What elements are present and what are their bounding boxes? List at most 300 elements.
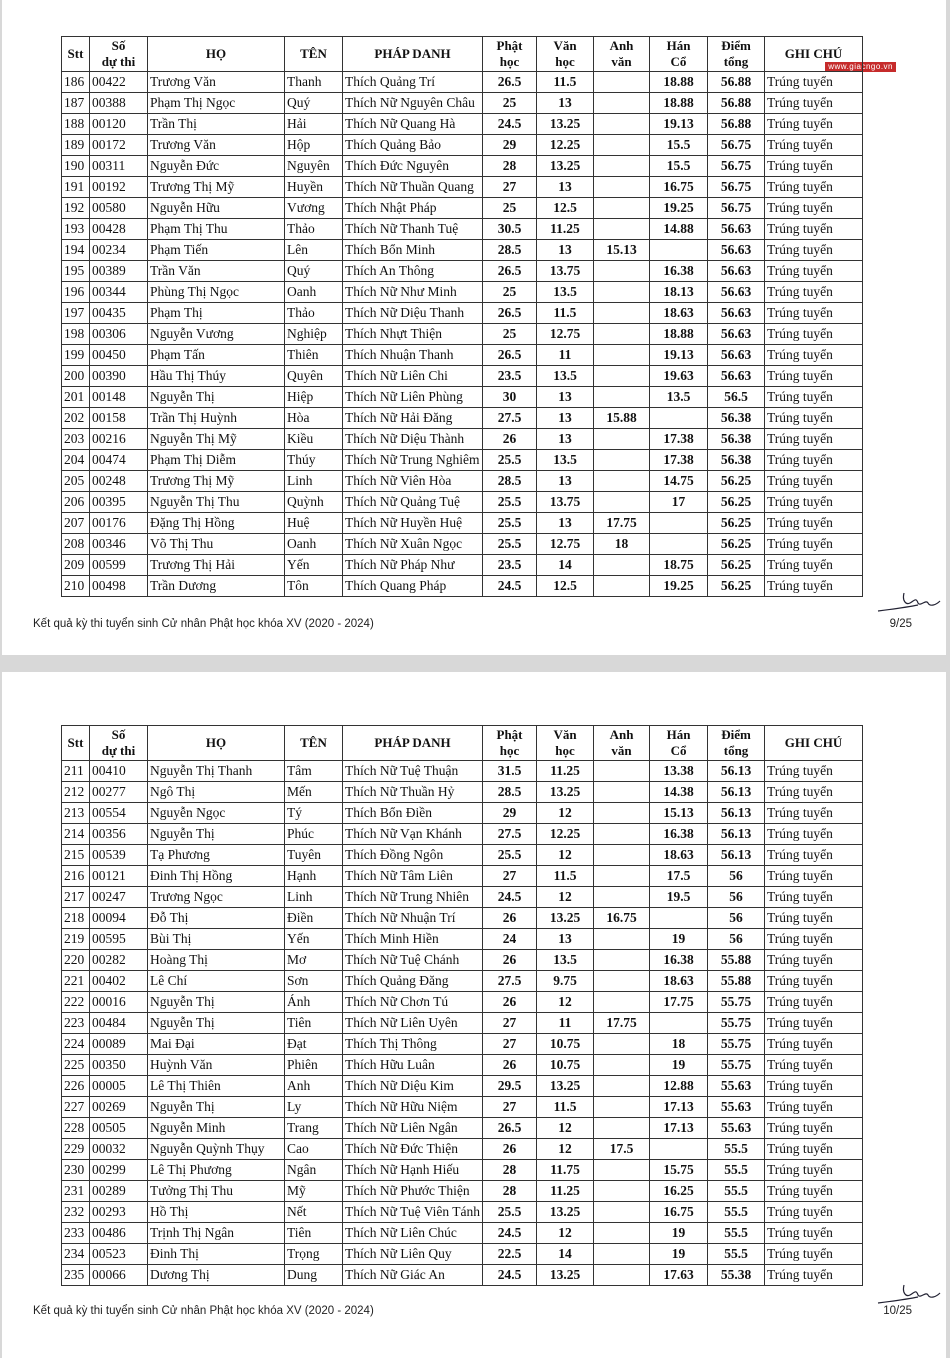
total-score-cell: 56.63: [708, 324, 765, 345]
han-classic-score-cell: 17.38: [650, 450, 708, 471]
dharma-name-cell: Thích Nữ Hữu Niệm: [343, 1097, 483, 1118]
buddhism-score-cell: 25.5: [483, 845, 537, 866]
header-total-line: Điểm: [721, 727, 751, 742]
exam-number-cell: 00269: [90, 1097, 148, 1118]
han-classic-score-cell: 16.75: [650, 177, 708, 198]
surname-cell: Trương Văn: [148, 135, 285, 156]
english-score-cell: 15.13: [594, 240, 650, 261]
dharma-name-cell: Thích Thị Thông: [343, 1034, 483, 1055]
surname-cell: Tạ Phương: [148, 845, 285, 866]
english-score-cell: [594, 261, 650, 282]
header-dharma-name: PHÁP DANH: [343, 726, 483, 761]
note-cell: Trúng tuyển: [765, 803, 863, 824]
header-han-classic-line: Hán: [666, 38, 691, 53]
surname-cell: Nguyễn Hữu: [148, 198, 285, 219]
english-score-cell: [594, 345, 650, 366]
header-buddhism: [483, 37, 537, 72]
table-row: [62, 1265, 863, 1286]
english-score-cell: 16.75: [594, 908, 650, 929]
literature-score-cell: 12.25: [537, 824, 594, 845]
english-score-cell: 17.75: [594, 513, 650, 534]
surname-cell: Võ Thị Thu: [148, 534, 285, 555]
han-classic-score-cell: 19: [650, 1055, 708, 1076]
given-name-cell: Thiên: [285, 345, 343, 366]
exam-number-cell: 00356: [90, 824, 148, 845]
table-row: [62, 1097, 863, 1118]
buddhism-score-cell: 27: [483, 1013, 537, 1034]
table-row: [62, 513, 863, 534]
exam-number-cell: 00484: [90, 1013, 148, 1034]
dharma-name-cell: Thích Nữ Trung Nghiêm: [343, 450, 483, 471]
note-cell: Trúng tuyển: [765, 471, 863, 492]
total-score-cell: 56.63: [708, 366, 765, 387]
total-score-cell: 56.75: [708, 156, 765, 177]
buddhism-score-cell: 23.5: [483, 555, 537, 576]
note-cell: Trúng tuyển: [765, 1097, 863, 1118]
surname-cell: Hầu Thị Thúy: [148, 366, 285, 387]
english-score-cell: [594, 782, 650, 803]
given-name-cell: Trọng: [285, 1244, 343, 1265]
english-score-cell: [594, 429, 650, 450]
english-score-cell: [594, 866, 650, 887]
english-score-cell: [594, 950, 650, 971]
given-name-cell: Huệ: [285, 513, 343, 534]
dharma-name-cell: Thích Đồng Ngôn: [343, 845, 483, 866]
literature-score-cell: 11.5: [537, 303, 594, 324]
dharma-name-cell: Thích Nữ Đức Thiện: [343, 1139, 483, 1160]
stt-cell: 210: [62, 576, 90, 597]
stt-cell: 231: [62, 1181, 90, 1202]
han-classic-score-cell: 19: [650, 1223, 708, 1244]
table-row: [62, 72, 863, 93]
exam-number-cell: 00289: [90, 1181, 148, 1202]
exam-number-cell: 00234: [90, 240, 148, 261]
note-cell: Trúng tuyển: [765, 177, 863, 198]
exam-number-cell: 00474: [90, 450, 148, 471]
surname-cell: Trần Thị: [148, 114, 285, 135]
total-score-cell: 56.88: [708, 93, 765, 114]
table-row: [62, 824, 863, 845]
buddhism-score-cell: 28.5: [483, 240, 537, 261]
surname-cell: Lê Thị Phương: [148, 1160, 285, 1181]
header-given-name: TÊN: [285, 726, 343, 761]
english-score-cell: [594, 303, 650, 324]
total-score-cell: 56.75: [708, 135, 765, 156]
stt-cell: 188: [62, 114, 90, 135]
header-exam-number-line: Số: [111, 727, 126, 742]
exam-number-cell: 00016: [90, 992, 148, 1013]
given-name-cell: Hòa: [285, 408, 343, 429]
literature-score-cell: 12: [537, 1223, 594, 1244]
stt-cell: 223: [62, 1013, 90, 1034]
english-score-cell: [594, 135, 650, 156]
given-name-cell: Mến: [285, 782, 343, 803]
exam-number-cell: 00176: [90, 513, 148, 534]
literature-score-cell: 11.25: [537, 761, 594, 782]
exam-number-cell: 00435: [90, 303, 148, 324]
note-cell: Trúng tuyển: [765, 240, 863, 261]
literature-score-cell: 12.75: [537, 534, 594, 555]
english-score-cell: [594, 803, 650, 824]
english-score-cell: [594, 1118, 650, 1139]
buddhism-score-cell: 25: [483, 282, 537, 303]
exam-number-cell: 00216: [90, 429, 148, 450]
dharma-name-cell: Thích Nữ Thuần Hỷ: [343, 782, 483, 803]
note-cell: Trúng tuyển: [765, 408, 863, 429]
english-score-cell: [594, 156, 650, 177]
buddhism-score-cell: 26.5: [483, 72, 537, 93]
note-cell: Trúng tuyển: [765, 1244, 863, 1265]
literature-score-cell: 13: [537, 177, 594, 198]
dharma-name-cell: Thích Quảng Bảo: [343, 135, 483, 156]
header-han-classic-line: Hán: [666, 727, 691, 742]
total-score-cell: 55.88: [708, 971, 765, 992]
surname-cell: Nguyễn Thị: [148, 824, 285, 845]
surname-cell: Nguyễn Thị: [148, 1097, 285, 1118]
note-cell: Trúng tuyển: [765, 135, 863, 156]
note-cell: Trúng tuyển: [765, 908, 863, 929]
stt-cell: 211: [62, 761, 90, 782]
buddhism-score-cell: 24.5: [483, 887, 537, 908]
dharma-name-cell: Thích Nữ Diệu Thanh: [343, 303, 483, 324]
stt-cell: 232: [62, 1202, 90, 1223]
table-row: [62, 929, 863, 950]
given-name-cell: Tiên: [285, 1223, 343, 1244]
english-score-cell: [594, 1034, 650, 1055]
header-surname: HỌ: [148, 726, 285, 761]
header-english-line: Anh: [609, 727, 634, 742]
header-stt: Stt: [62, 726, 90, 761]
han-classic-score-cell: [650, 513, 708, 534]
table-row: [62, 324, 863, 345]
total-score-cell: 56.38: [708, 408, 765, 429]
dharma-name-cell: Thích Nữ Phước Thiện: [343, 1181, 483, 1202]
note-cell: Trúng tuyển: [765, 1139, 863, 1160]
han-classic-score-cell: 18.88: [650, 93, 708, 114]
given-name-cell: Dung: [285, 1265, 343, 1286]
total-score-cell: 55.38: [708, 1265, 765, 1286]
han-classic-score-cell: [650, 534, 708, 555]
english-score-cell: [594, 576, 650, 597]
total-score-cell: 56: [708, 887, 765, 908]
given-name-cell: Ánh: [285, 992, 343, 1013]
han-classic-score-cell: 16.38: [650, 950, 708, 971]
stt-cell: 214: [62, 824, 90, 845]
han-classic-score-cell: 16.25: [650, 1181, 708, 1202]
header-buddhism-line: học: [499, 743, 520, 758]
exam-number-cell: 00346: [90, 534, 148, 555]
literature-score-cell: 13: [537, 929, 594, 950]
header-note: GHI CHÚ: [765, 37, 863, 72]
note-cell: Trúng tuyển: [765, 887, 863, 908]
results-table: [61, 36, 863, 597]
note-cell: Trúng tuyển: [765, 492, 863, 513]
header-total: [708, 37, 765, 72]
header-stt: Stt: [62, 37, 90, 72]
exam-number-cell: 00066: [90, 1265, 148, 1286]
surname-cell: Lê Chí: [148, 971, 285, 992]
header-buddhism: [483, 726, 537, 761]
dharma-name-cell: Thích An Thông: [343, 261, 483, 282]
exam-number-cell: 00299: [90, 1160, 148, 1181]
header-literature-line: Văn: [553, 38, 577, 53]
literature-score-cell: 11.5: [537, 866, 594, 887]
english-score-cell: [594, 366, 650, 387]
total-score-cell: 55.5: [708, 1223, 765, 1244]
total-score-cell: 55.63: [708, 1097, 765, 1118]
exam-number-cell: 00293: [90, 1202, 148, 1223]
given-name-cell: Tuyên: [285, 845, 343, 866]
exam-number-cell: 00539: [90, 845, 148, 866]
total-score-cell: 55.5: [708, 1244, 765, 1265]
stt-cell: 229: [62, 1139, 90, 1160]
literature-score-cell: 12: [537, 845, 594, 866]
given-name-cell: Yến: [285, 929, 343, 950]
signature-mark: [874, 583, 944, 617]
exam-number-cell: 00388: [90, 93, 148, 114]
english-score-cell: [594, 387, 650, 408]
table-row: [62, 261, 863, 282]
buddhism-score-cell: 26.5: [483, 345, 537, 366]
results-table: [61, 725, 863, 1286]
dharma-name-cell: Thích Nữ Tuệ Viên Tánh: [343, 1202, 483, 1223]
given-name-cell: Quyên: [285, 366, 343, 387]
total-score-cell: 56.5: [708, 387, 765, 408]
header-literature: [537, 37, 594, 72]
surname-cell: Trịnh Thị Ngân: [148, 1223, 285, 1244]
literature-score-cell: 12: [537, 992, 594, 1013]
stt-cell: 215: [62, 845, 90, 866]
given-name-cell: Ly: [285, 1097, 343, 1118]
surname-cell: Đỗ Thị: [148, 908, 285, 929]
exam-number-cell: 00422: [90, 72, 148, 93]
surname-cell: Phạm Thị Ngọc: [148, 93, 285, 114]
stt-cell: 202: [62, 408, 90, 429]
literature-score-cell: 13.25: [537, 908, 594, 929]
given-name-cell: Oanh: [285, 282, 343, 303]
literature-score-cell: 11.75: [537, 1160, 594, 1181]
han-classic-score-cell: [650, 240, 708, 261]
buddhism-score-cell: 28.5: [483, 782, 537, 803]
note-cell: Trúng tuyển: [765, 219, 863, 240]
exam-number-cell: 00498: [90, 576, 148, 597]
dharma-name-cell: Thích Nữ Liên Quy: [343, 1244, 483, 1265]
given-name-cell: Thảo: [285, 219, 343, 240]
han-classic-score-cell: 14.38: [650, 782, 708, 803]
table-row: [62, 366, 863, 387]
surname-cell: Trần Văn: [148, 261, 285, 282]
dharma-name-cell: Thích Nữ Tuệ Thuận: [343, 761, 483, 782]
han-classic-score-cell: 17.13: [650, 1118, 708, 1139]
english-score-cell: [594, 1097, 650, 1118]
given-name-cell: Nguyên: [285, 156, 343, 177]
literature-score-cell: 13.25: [537, 114, 594, 135]
dharma-name-cell: Thích Đức Nguyên: [343, 156, 483, 177]
table-row: [62, 387, 863, 408]
note-cell: Trúng tuyển: [765, 992, 863, 1013]
han-classic-score-cell: 19.5: [650, 887, 708, 908]
surname-cell: Phạm Thị Diễm: [148, 450, 285, 471]
given-name-cell: Quý: [285, 93, 343, 114]
stt-cell: 235: [62, 1265, 90, 1286]
buddhism-score-cell: 24.5: [483, 114, 537, 135]
total-score-cell: 56.63: [708, 219, 765, 240]
english-score-cell: [594, 1055, 650, 1076]
note-cell: Trúng tuyển: [765, 824, 863, 845]
table-row: [62, 1076, 863, 1097]
total-score-cell: 56.63: [708, 282, 765, 303]
header-literature-line: học: [555, 743, 575, 758]
literature-score-cell: 10.75: [537, 1034, 594, 1055]
header-literature-line: học: [555, 54, 575, 69]
han-classic-score-cell: 19: [650, 929, 708, 950]
note-cell: Trúng tuyển: [765, 513, 863, 534]
literature-score-cell: 12: [537, 1118, 594, 1139]
table-row: [62, 1202, 863, 1223]
surname-cell: Nguyễn Thị: [148, 992, 285, 1013]
buddhism-score-cell: 24.5: [483, 1223, 537, 1244]
note-cell: Trúng tuyển: [765, 429, 863, 450]
note-cell: Trúng tuyển: [765, 576, 863, 597]
stt-cell: 213: [62, 803, 90, 824]
header-exam-number: [90, 37, 148, 72]
buddhism-score-cell: 25.5: [483, 513, 537, 534]
stt-cell: 204: [62, 450, 90, 471]
given-name-cell: Nghiệp: [285, 324, 343, 345]
watermark: www.giacngo.vn: [825, 62, 896, 72]
stt-cell: 217: [62, 887, 90, 908]
note-cell: Trúng tuyển: [765, 366, 863, 387]
page-number: 10/25: [883, 1305, 912, 1317]
literature-score-cell: 12.75: [537, 324, 594, 345]
english-score-cell: [594, 555, 650, 576]
buddhism-score-cell: 26.5: [483, 303, 537, 324]
han-classic-score-cell: [650, 408, 708, 429]
dharma-name-cell: Thích Nữ Xuân Ngọc: [343, 534, 483, 555]
han-classic-score-cell: 12.88: [650, 1076, 708, 1097]
surname-cell: Tưởng Thị Thu: [148, 1181, 285, 1202]
exam-number-cell: 00282: [90, 950, 148, 971]
header-english-line: văn: [611, 743, 632, 758]
note-cell: Trúng tuyển: [765, 303, 863, 324]
given-name-cell: Hộp: [285, 135, 343, 156]
header-total-line: tổng: [723, 54, 749, 69]
surname-cell: Nguyễn Thị Thu: [148, 492, 285, 513]
buddhism-score-cell: 27: [483, 866, 537, 887]
exam-number-cell: 00350: [90, 1055, 148, 1076]
header-buddhism-line: học: [499, 54, 520, 69]
han-classic-score-cell: 17.13: [650, 1097, 708, 1118]
total-score-cell: 55.63: [708, 1076, 765, 1097]
english-score-cell: 17.75: [594, 1013, 650, 1034]
signature-mark: [874, 1275, 944, 1309]
buddhism-score-cell: 27.5: [483, 824, 537, 845]
exam-number-cell: 00032: [90, 1139, 148, 1160]
exam-number-cell: 00306: [90, 324, 148, 345]
table-row: [62, 93, 863, 114]
literature-score-cell: 12.5: [537, 576, 594, 597]
header-total-line: Điểm: [721, 38, 751, 53]
exam-number-cell: 00247: [90, 887, 148, 908]
literature-score-cell: 13.25: [537, 782, 594, 803]
dharma-name-cell: Thích Nữ Giác An: [343, 1265, 483, 1286]
header-han-classic-line: Cổ: [670, 54, 687, 69]
han-classic-score-cell: 19.13: [650, 345, 708, 366]
exam-number-cell: 00344: [90, 282, 148, 303]
dharma-name-cell: Thích Bổn Minh: [343, 240, 483, 261]
given-name-cell: Huyền: [285, 177, 343, 198]
surname-cell: Dương Thị: [148, 1265, 285, 1286]
table-row: [62, 971, 863, 992]
total-score-cell: 55.75: [708, 1034, 765, 1055]
literature-score-cell: 13.5: [537, 450, 594, 471]
literature-score-cell: 10.75: [537, 1055, 594, 1076]
buddhism-score-cell: 29: [483, 135, 537, 156]
table-row: [62, 866, 863, 887]
literature-score-cell: 13.25: [537, 156, 594, 177]
given-name-cell: Ngân: [285, 1160, 343, 1181]
given-name-cell: Oanh: [285, 534, 343, 555]
note-cell: Trúng tuyển: [765, 866, 863, 887]
stt-cell: 207: [62, 513, 90, 534]
stt-cell: 216: [62, 866, 90, 887]
dharma-name-cell: Thích Nữ Tâm Liên: [343, 866, 483, 887]
dharma-name-cell: Thích Minh Hiền: [343, 929, 483, 950]
english-score-cell: [594, 1160, 650, 1181]
english-score-cell: [594, 887, 650, 908]
exam-number-cell: 00395: [90, 492, 148, 513]
header-english: [594, 726, 650, 761]
buddhism-score-cell: 22.5: [483, 1244, 537, 1265]
literature-score-cell: 12.5: [537, 198, 594, 219]
given-name-cell: Anh: [285, 1076, 343, 1097]
buddhism-score-cell: 28.5: [483, 471, 537, 492]
header-buddhism-line: Phật: [496, 38, 523, 53]
surname-cell: Phạm Thị Thu: [148, 219, 285, 240]
header-han-classic: [650, 37, 708, 72]
english-score-cell: [594, 492, 650, 513]
exam-number-cell: 00192: [90, 177, 148, 198]
table-row: [62, 240, 863, 261]
table-row: [62, 219, 863, 240]
table-row: [62, 408, 863, 429]
dharma-name-cell: Thích Nữ Viên Hòa: [343, 471, 483, 492]
exam-number-cell: 00505: [90, 1118, 148, 1139]
note-cell: Trúng tuyển: [765, 534, 863, 555]
total-score-cell: 56: [708, 866, 765, 887]
english-score-cell: [594, 177, 650, 198]
stt-cell: 197: [62, 303, 90, 324]
buddhism-score-cell: 29.5: [483, 1076, 537, 1097]
total-score-cell: 56.38: [708, 450, 765, 471]
total-score-cell: 56.88: [708, 72, 765, 93]
note-cell: Trúng tuyển: [765, 1013, 863, 1034]
total-score-cell: 56.25: [708, 576, 765, 597]
page-number: 9/25: [889, 618, 912, 630]
exam-number-cell: 00089: [90, 1034, 148, 1055]
literature-score-cell: 11.5: [537, 72, 594, 93]
stt-cell: 200: [62, 366, 90, 387]
header-surname: HỌ: [148, 37, 285, 72]
buddhism-score-cell: 30.5: [483, 219, 537, 240]
exam-number-cell: 00402: [90, 971, 148, 992]
exam-number-cell: 00486: [90, 1223, 148, 1244]
buddhism-score-cell: 31.5: [483, 761, 537, 782]
buddhism-score-cell: 28: [483, 1181, 537, 1202]
exam-number-cell: 00311: [90, 156, 148, 177]
table-row: [62, 845, 863, 866]
header-total: [708, 726, 765, 761]
